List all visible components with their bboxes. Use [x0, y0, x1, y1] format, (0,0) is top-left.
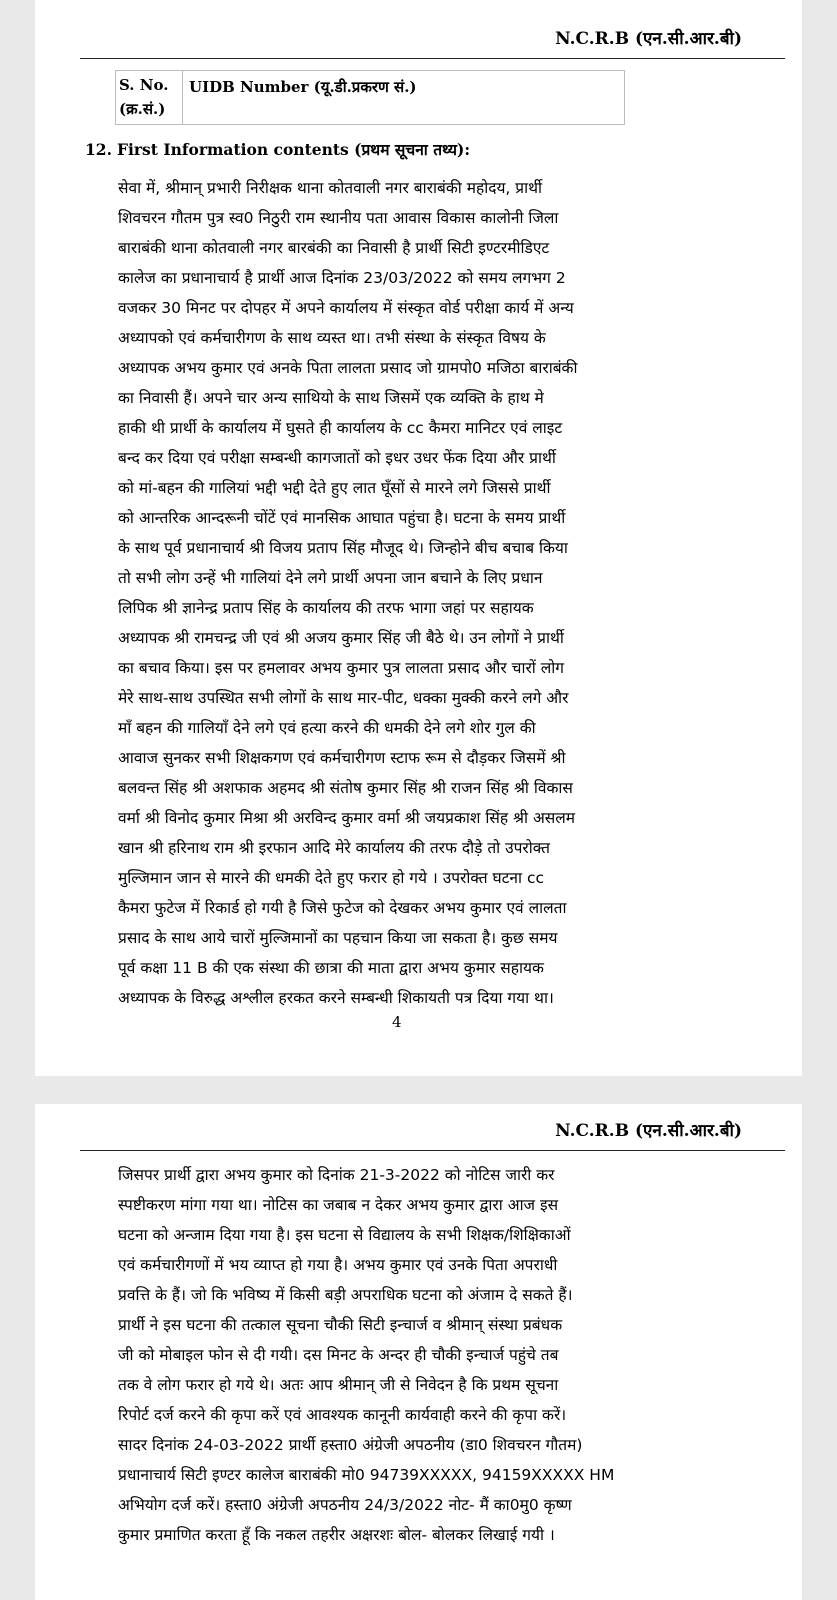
- ncrb-header: N.C.R.B (एन.सी.आर.बी): [555, 1121, 742, 1141]
- text-line: को आन्तरिक आन्दरूनी चोंटें एवं मानसिक आघात पहुंचा है। घटना के समय प्रार्थी: [118, 509, 566, 527]
- text-line: स्पष्टीकरण मांगा गया था। नोटिस का जबाब न देकर अभय कुमार द्वारा आज इस: [118, 1196, 559, 1214]
- text-line: शिवचरन गौतम पुत्र स्व0 निठुरी राम स्थानीय पता आवास विकास कालोनी जिला: [118, 209, 559, 227]
- fir-contents-text: [118, 173, 577, 1013]
- text-line: कैमरा फुटेज में रिकार्ड हो गयी है जिसे फुटेज को देखकर अभय कुमार एवं लालता: [118, 899, 567, 917]
- text-line: अभियोग दर्ज करें। हस्ता0 अंग्रेजी अपठनीय 24/3/2022 नोट- मैं का0मु0 कृष्ण: [118, 1496, 572, 1514]
- sno-label-en: S. No.: [119, 76, 169, 94]
- text-line: को मां-बहन की गालियां भद्दी भद्दी देते हुए लात घूँसों से मारने लगे जिससे प्रार्थी: [118, 479, 551, 497]
- ncrb-header: N.C.R.B (एन.सी.आर.बी): [555, 29, 742, 49]
- text-line: प्रसाद के साथ आये चारों मुल्जिमानों का पहचान किया जा सकता है। कुछ समय: [118, 929, 558, 947]
- sno-label-hi: (क्र.सं.): [119, 100, 166, 118]
- text-line: तक वे लोग फरार हो गये थे। अतः आप श्रीमान् जी से निवेदन है कि प्रथम सूचना: [118, 1376, 559, 1394]
- text-line: अध्यापक अभय कुमार एवं अनके पिता लालता प्रसाद जो ग्रामपो0 मजिठा बाराबंकी: [118, 359, 578, 377]
- document-page-2: [35, 1104, 802, 1600]
- text-line: अध्यापको एवं कर्मचारीगण के साथ व्यस्त था। तभी संस्था के संस्कृत विषय के: [118, 329, 546, 347]
- section-title: First Information contents (प्रथम सूचना तथ्य):: [117, 140, 471, 159]
- page-number: 4: [392, 1013, 402, 1031]
- text-line: कालेज का प्रधानाचार्य है प्रार्थी आज दिनांक 23/03/2022 को समय लगभग 2: [118, 269, 566, 287]
- text-line: प्रवत्ति के हैं। जो कि भविष्य में किसी बड़ी अपराधिक घटना को अंजाम दे सकते हैं।: [118, 1286, 573, 1304]
- text-line: अध्यापक के विरुद्ध अश्लील हरकत करने सम्बन्धी शिकायती पत्र दिया गया था।: [118, 989, 554, 1007]
- document-page-1: [35, 0, 802, 1076]
- sno-cell: [116, 71, 183, 124]
- text-line: कुमार प्रमाणित करता हूँ कि नकल तहरीर अक्षरशः बोल- बोलकर लिखाई गयी ।: [118, 1526, 555, 1544]
- text-line: अध्यापक श्री रामचन्द्र जी एवं श्री अजय कुमार सिंह जी बैठे थे। उन लोगों ने प्रार्थी: [118, 629, 564, 647]
- text-line: मुल्जिमान जान से मारने की धमकी देते हुए फरार हो गये । उपरोक्त घटना cc: [118, 869, 545, 887]
- header-rule: [80, 58, 785, 59]
- text-line: सादर दिनांक 24-03-2022 प्रार्थी हस्ता0 अंग्रेजी अपठनीय (डा0 शिवचरन गौतम): [118, 1436, 583, 1454]
- text-line: पूर्व कक्षा 11 B की एक संस्था की छात्रा की माता द्वारा अभय कुमार सहायक: [118, 959, 544, 977]
- uidb-table: [115, 70, 625, 125]
- text-line: का बचाव किया। इस पर हमलावर अभय कुमार पुत्र लालता प्रसाद और चारों लोग: [118, 659, 565, 677]
- text-line: आवाज सुनकर सभी शिक्षकगण एवं कर्मचारीगण स्टाफ रूम से दौड़कर जिसमें श्री: [118, 749, 566, 767]
- text-line: का निवासी हैं। अपने चार अन्य साथियो के साथ जिसमें एक व्यक्ति के हाथ मे: [118, 389, 544, 407]
- text-line: हाकी थी प्रार्थी के कार्यालय में घुसते ही कार्यालय के cc कैमरा मानिटर एवं लाइट: [118, 419, 563, 437]
- header-rule: [80, 1150, 785, 1151]
- text-line: लिपिक श्री ज्ञानेन्द्र प्रताप सिंह के कार्यालय की तरफ भागा जहां पर सहायक: [118, 599, 534, 617]
- fir-contents-text-continued: [118, 1160, 614, 1550]
- text-line: एवं कर्मचारीगणों में भय व्याप्त हो गया है। अभय कुमार एवं उनके पिता अपराधी: [118, 1256, 558, 1274]
- text-line: रिपोर्ट दर्ज करने की कृपा करें एवं आवश्यक कानूनी कार्यवाही करने की कृपा करें।: [118, 1406, 567, 1424]
- text-line: माँ बहन की गालियाँ देने लगे एवं हत्या करने की धमकी देने लगे शोर गुल की: [118, 719, 536, 737]
- text-line: बलवन्त सिंह श्री अशफाक अहमद श्री संतोष कुमार सिंह श्री राजन सिंह श्री विकास: [118, 779, 573, 797]
- text-line: प्रार्थी ने इस घटना की तत्काल सूचना चौकी सिटी इन्चार्ज व श्रीमान् संस्था प्रबंधक: [118, 1316, 563, 1334]
- text-line: बाराबंकी थाना कोतवाली नगर बारबंकी का निवासी है प्रार्थी सिटी इण्टरमीडिएट: [118, 239, 550, 257]
- text-line: वजकर 30 मिनट पर दोपहर में अपने कार्यालय में संस्कृत वोर्ड परीक्षा कार्य में अन्य: [118, 299, 574, 317]
- uidb-label: UIDB Number (यू.डी.प्रकरण सं.): [189, 78, 417, 96]
- text-line: के साथ पूर्व प्रधानाचार्य श्री विजय प्रताप सिंह मौजूद थे। जिन्होने बीच बचाब किया: [118, 539, 568, 557]
- text-line: घटना को अन्जाम दिया गया है। इस घटना से विद्यालय के सभी शिक्षक/शिक्षिकाओं: [118, 1226, 571, 1244]
- text-line: मेरे साथ-साथ उपस्थित सभी लोगों के साथ मार-पीट, धक्का मुक्की करने लगे और: [118, 689, 569, 707]
- text-line: वर्मा श्री विनोद कुमार मिश्रा श्री अरविन्द कुमार वर्मा श्री जयप्रकाश सिंह श्री असलम: [118, 809, 576, 827]
- section-heading: [85, 138, 470, 160]
- text-line: जी को मोबाइल फोन से दी गयी। दस मिनट के अन्दर ही चौकी इन्चार्ज पहुंचे तब: [118, 1346, 559, 1364]
- text-line: खान श्री हरिनाथ राम श्री इरफान आदि मेरे कार्यालय की तरफ दौड़े तो उपरोक्त: [118, 839, 550, 857]
- text-line: तो सभी लोग उन्हें भी गालियां देने लगे प्रार्थी अपना जान बचाने के लिए प्रधान: [118, 569, 543, 587]
- text-line: सेवा में, श्रीमान् प्रभारी निरीक्षक थाना कोतवाली नगर बाराबंकी महोदय, प्रार्थी: [118, 179, 543, 197]
- text-line: बन्द कर दिया एवं परीक्षा सम्बन्धी कागजातों को इधर उधर फेंक दिया और प्रार्थी: [118, 449, 556, 467]
- section-number: 12.: [85, 140, 112, 159]
- text-line: प्रधानाचार्य सिटी इण्टर कालेज बाराबंकी मो0 94739XXXXX, 94159XXXXX HM: [118, 1466, 615, 1484]
- text-line: जिसपर प्रार्थी द्वारा अभय कुमार को दिनांक 21-3-2022 को नोटिस जारी कर: [118, 1166, 555, 1184]
